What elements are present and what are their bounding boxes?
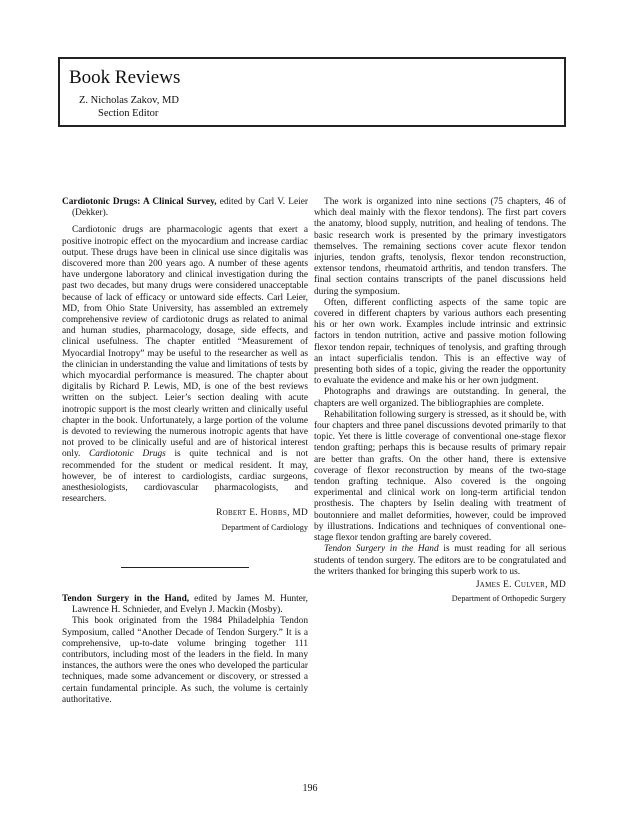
right-column bbox=[314, 197, 566, 604]
section-title: Book Reviews bbox=[69, 67, 181, 88]
review2-editor-publisher: edited by James M. Hunter, Lawrence H. Schnieder, and Evelyn J. Mackin (Mosby). bbox=[72, 593, 308, 616]
review2-paragraph-6-text: is must reading for all serious students of tendon surgery. The editors are to be congratulated and the writers thanked for bringing this superb work to us. bbox=[314, 544, 566, 577]
review2-paragraph-4: Photographs and drawings are outstanding. In general, the chapters are well organized. The bibliographies are complete. bbox=[314, 387, 566, 409]
review1-body-text-a: Cardiotonic drugs are pharmacologic agents that exert a positive inotropic effect on the myocardium and increase cardiac output. These drugs have been in clinical use since digitalis was discovered more than 200 years ago. A number of these agents have undergone laboratory and clinical investigation during the past two decades, but many drugs were considered unacceptable because of lack of efficacy or untoward side effects. Carl Leier, MD, from Ohio State University, has assembled an extremely comprehensive review of cardiotonic drugs as related to animal and human studies, pharmacology, dosage, side effects, and clinical usefulness. The chapter entitled “Measurement of Myocardial Inotropy” may be useful to the researcher as well as the clinician in understanding the value and limitations of tests by which myocardial performance is measured. The chapter about digitalis by Richard P. Lewis, MD, is one of the best reviews written on the subject. Leier’s section dealing with acute inotropic support is the most clearly written and clinically useful chapter in the book. Unfortunately, a large portion of the volume is devoted to reviewing the numerous inotropic agents that have not proved to be clinically useful and are of historical interest only. bbox=[62, 225, 308, 460]
review1-body bbox=[62, 225, 308, 505]
review1-editor-publisher: edited by Carl V. Leier (Dekker). bbox=[72, 197, 308, 219]
section-editor-name: Z. Nicholas Zakov, MD bbox=[79, 95, 179, 106]
review2-book-title: Tendon Surgery in the Hand, bbox=[62, 593, 190, 604]
section-editor-role: Section Editor bbox=[98, 108, 159, 119]
review2-citation bbox=[62, 594, 308, 616]
review2-department: Department of Orthopedic Surgery bbox=[451, 594, 566, 604]
review2-reviewer: James E. Culver, MD bbox=[475, 579, 566, 590]
review2-signature bbox=[314, 580, 566, 604]
review1-reviewer: Robert E. Hobbs, MD bbox=[216, 508, 308, 519]
review2-italic-title: Tendon Surgery in the Hand bbox=[324, 544, 439, 555]
review1-department: Department of Cardiology bbox=[221, 522, 308, 532]
section-header-box bbox=[58, 57, 566, 127]
review2-paragraph-2: The work is organized into nine sections (75 chapters, 46 of which deal mainly with the flexor tendons). The first part covers the anatomy, blood supply, nutrition, and healing of tendons. The basic research work is presented by the primary investigators themselves. The remaining sections cover acute flexor tendon injuries, tendon grafts, tenolysis, flexor tendon reconstruction, extensor tendons, rheumatoid arthritis, and tendon transfers. The final section contains transcripts of the panel discussions held during the symposium. bbox=[314, 197, 566, 297]
review1-book-title: Cardiotonic Drugs: A Clinical Survey, bbox=[62, 197, 217, 207]
page-number: 196 bbox=[302, 783, 318, 794]
review1-body-italic-title: Cardiotonic Drugs bbox=[88, 449, 166, 460]
review1-citation bbox=[62, 197, 308, 219]
review2-paragraph-3: Often, different conflicting aspects of the same topic are covered in different chapters by various authors each presenting his or her own work. Examples include intrinsic and extrinsic factors in tendon nutrition, active and passive motion following flexor tendon repair, techniques of tenolysis, and grafting through an intact superficialis tendon. This is an effective way of presenting both sides of a topic, giving the reader the opportunity to evaluate the evidence and make his or her own judgment. bbox=[314, 297, 566, 387]
review1-signature bbox=[62, 508, 308, 532]
review2-paragraph-6 bbox=[314, 544, 566, 578]
review2-paragraph-5: Rehabilitation following surgery is stressed, as it should be, with four chapters and three panel discussions devoted primarily to that topic. Yet there is little coverage of conventional one-stage flexor tendon grafting; perhaps this is because results of primary repair are better than grafts. On the other hand, there is extensive coverage of flexor reconstruction by means of the two-stage tendon grafting technique. Also covered is the ongoing experimental and clinical work on long-term artificial tendon prosthesis. The chapters by Iselin dealing with treatment of boutonniere and mallet deformities, however, could be improved by illustrations. Indications and techniques of conventional one-stage flexor tendon grafting are barely covered. bbox=[314, 409, 566, 544]
review2-paragraph-1: This book originated from the 1984 Philadelphia Tendon Symposium, called “Another Decade of Tendon Surgery.” It is a comprehensive, up-to-date volume bringing together 111 contributors, including most of the leaders in the field. In many instances, the authors were the ones who developed the particular techniques, made some advancement or discovery, or stressed a certain fundamental principle. As such, the volume is certainly authoritative. bbox=[62, 616, 308, 705]
review1-body-text-b: is quite technical and is not recommended for the student or medical resident. It may, however, be of interest to cardiologists, cardiac surgeons, anesthesiologists, cardiovascular pharmacologists, and researchers. bbox=[62, 449, 308, 505]
left-column bbox=[62, 197, 308, 706]
